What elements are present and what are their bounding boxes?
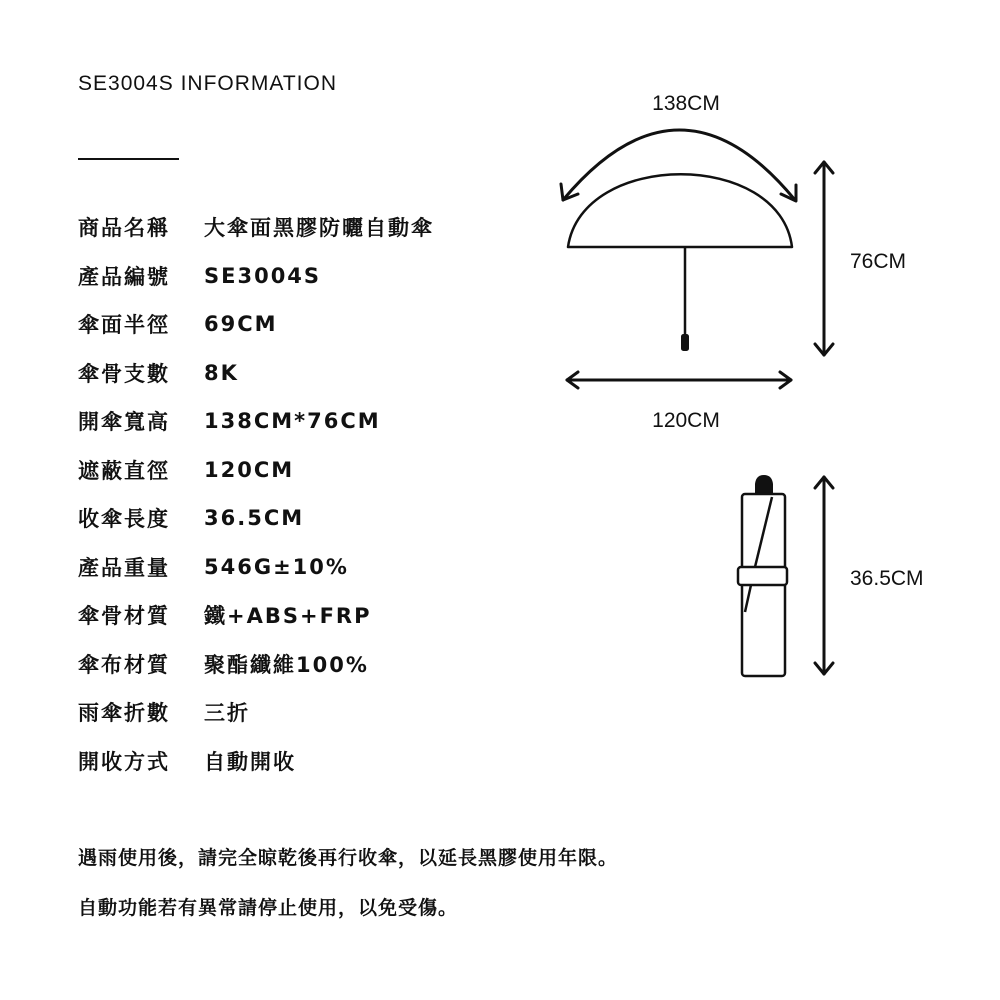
spec-label: 商品名稱 bbox=[78, 216, 170, 241]
height-dimension-arrow bbox=[815, 162, 833, 355]
length-dimension-arrow bbox=[815, 477, 833, 674]
spec-label: 雨傘折數 bbox=[78, 701, 170, 726]
arc-dimension-arrow bbox=[561, 130, 796, 201]
spec-value: 鐵+ABS+FRP bbox=[204, 604, 372, 629]
spec-label: 傘骨支數 bbox=[78, 361, 170, 386]
width-label: 120CM bbox=[652, 409, 720, 432]
page-title: SE3004S INFORMATION bbox=[78, 72, 338, 95]
spec-value: 聚酯纖維100% bbox=[204, 652, 369, 677]
spec-value: SE3004S bbox=[204, 263, 322, 288]
spec-label: 傘骨材質 bbox=[78, 604, 170, 629]
spec-value: 8K bbox=[204, 360, 239, 385]
spec-label: 傘面半徑 bbox=[78, 313, 170, 338]
spec-label: 傘布材質 bbox=[78, 652, 170, 677]
care-note: 自動功能若有異常請停止使用，以免受傷。 bbox=[78, 897, 459, 919]
closed-length-label: 36.5CM bbox=[850, 567, 924, 590]
spec-label: 遮蔽直徑 bbox=[78, 458, 170, 483]
spec-label: 開收方式 bbox=[78, 749, 170, 774]
spec-value: 69CM bbox=[204, 312, 278, 337]
spec-label: 收傘長度 bbox=[78, 507, 170, 532]
spec-value: 546G±10% bbox=[204, 554, 349, 579]
open-umbrella-icon bbox=[568, 174, 792, 351]
spec-label: 開傘寬高 bbox=[78, 410, 170, 435]
arc-length-label: 138CM bbox=[652, 92, 720, 115]
care-note: 遇雨使用後，請完全晾乾後再行收傘，以延長黑膠使用年限。 bbox=[78, 847, 619, 869]
closed-umbrella-icon bbox=[738, 475, 787, 676]
spec-label: 產品編號 bbox=[78, 264, 170, 289]
height-label: 76CM bbox=[850, 250, 907, 273]
spec-value: 120CM bbox=[204, 457, 295, 482]
spec-value: 36.5CM bbox=[204, 506, 305, 531]
spec-value: 大傘面黑膠防曬自動傘 bbox=[204, 216, 434, 241]
spec-label: 產品重量 bbox=[78, 555, 170, 580]
spec-value: 自動開收 bbox=[204, 749, 296, 774]
spec-value: 138CM*76CM bbox=[204, 409, 381, 434]
spec-value: 三折 bbox=[204, 701, 250, 726]
width-dimension-arrow bbox=[567, 372, 791, 388]
